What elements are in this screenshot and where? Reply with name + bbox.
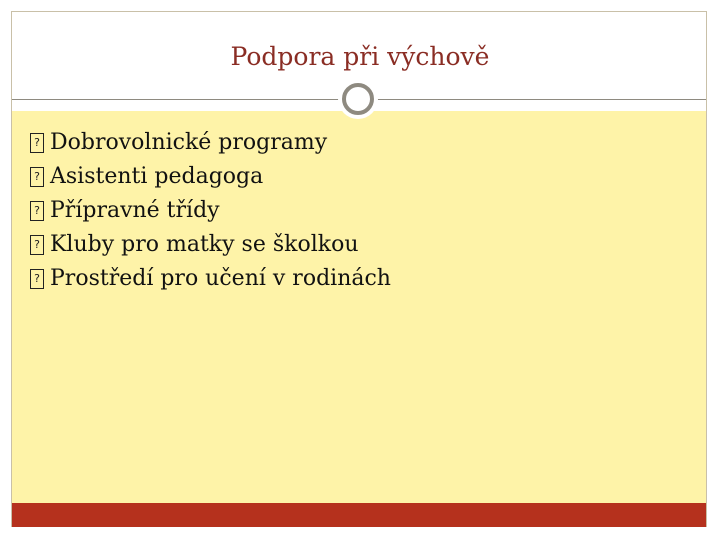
circle-ring-icon bbox=[342, 83, 374, 115]
bullet-item bbox=[30, 228, 391, 262]
bullet-text: Kluby pro matky se školkou bbox=[50, 232, 359, 257]
bullet-item bbox=[30, 160, 391, 194]
bullet-item bbox=[30, 194, 391, 228]
missing-glyph-icon bbox=[30, 235, 44, 255]
slide-title: Podpora při výchově bbox=[230, 42, 490, 71]
bullet-text: Asistenti pedagoga bbox=[50, 164, 264, 189]
missing-glyph-icon bbox=[30, 201, 44, 221]
missing-glyph-icon bbox=[30, 133, 44, 153]
bullet-item bbox=[30, 262, 391, 296]
bullet-text: Dobrovolnické programy bbox=[50, 130, 328, 155]
bottom-accent-bar bbox=[12, 503, 706, 527]
bullet-text: Prostředí pro učení v rodinách bbox=[50, 266, 391, 291]
bullet-text: Přípravné třídy bbox=[50, 198, 220, 223]
bullet-item bbox=[30, 126, 391, 160]
missing-glyph-icon bbox=[30, 167, 44, 187]
divider-circle-ornament bbox=[338, 79, 378, 119]
bullet-list bbox=[30, 126, 391, 296]
missing-glyph-icon bbox=[30, 269, 44, 289]
